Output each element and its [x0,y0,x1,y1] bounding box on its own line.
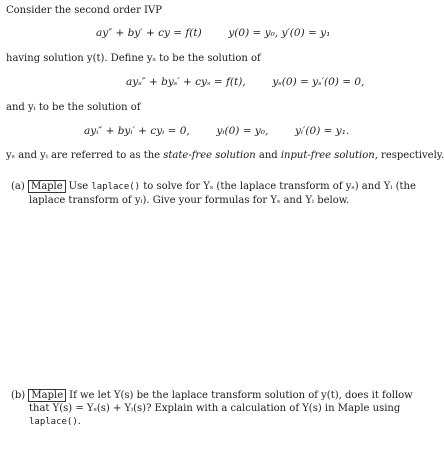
intro-text: Consider the second order IVP [6,5,162,16]
laplace-code: laplace() [29,417,78,427]
laplace-code: laplace() [91,182,141,192]
equation-3-initial-condition-1: yᵢ(0) = y₀, [216,125,269,137]
maple-tag: Maple [28,180,66,193]
terminology-text [6,149,444,162]
solution-definition-text: having solution y(t). Define yₛ to be the solution of [6,53,261,64]
equation-2 [126,76,364,89]
question-a-label: (a) [11,181,25,192]
state-free-term: state-free solution [163,150,256,161]
equation-1 [96,27,330,40]
question-b [11,389,413,429]
equation-2-ode: ayₛ″ + byₛ′ + cyₛ = f(t), [126,76,246,88]
question-a [11,180,416,207]
question-b-line-2: that Y(s) = Yₛ(s) + Yᵢ(s)? Explain with a calculation of Y(s) in Maple using [29,403,401,414]
equation-3-ode: ayᵢ″ + byᵢ′ + cyᵢ = 0, [84,125,190,137]
maple-tag: Maple [28,389,66,402]
equation-1-ode: ay″ + by′ + cy = f(t) [96,27,202,39]
question-b-label: (b) [11,390,26,401]
terminology-post: , respectively. [374,150,444,161]
input-free-definition-text: and yᵢ to be the solution of [6,102,141,113]
question-a-line-2: laplace transform of yᵢ). Give your formulas for Yₛ and Yᵢ below. [29,195,350,206]
equation-1-initial-conditions: y(0) = y₀, y′(0) = y₁ [228,27,331,39]
question-b-line-3-post: . [77,416,81,427]
terminology-mid: and [255,150,281,161]
equation-2-initial-conditions: yₛ(0) = yₛ′(0) = 0, [272,76,365,88]
equation-3-initial-condition-2: yᵢ′(0) = y₁. [295,125,350,137]
input-free-term: input-free solution [280,150,375,161]
question-a-text-post: to solve for Yₛ (the laplace transform of yₛ) and Yᵢ (the [140,181,416,192]
equation-3 [84,125,349,138]
terminology-pre: yₛ and yᵢ are referred to as the [6,150,164,161]
question-a-text-pre: Use [68,181,92,192]
question-b-line-1: If we let Y(s) be the laplace transform solution of y(t), does it follow [69,390,413,401]
